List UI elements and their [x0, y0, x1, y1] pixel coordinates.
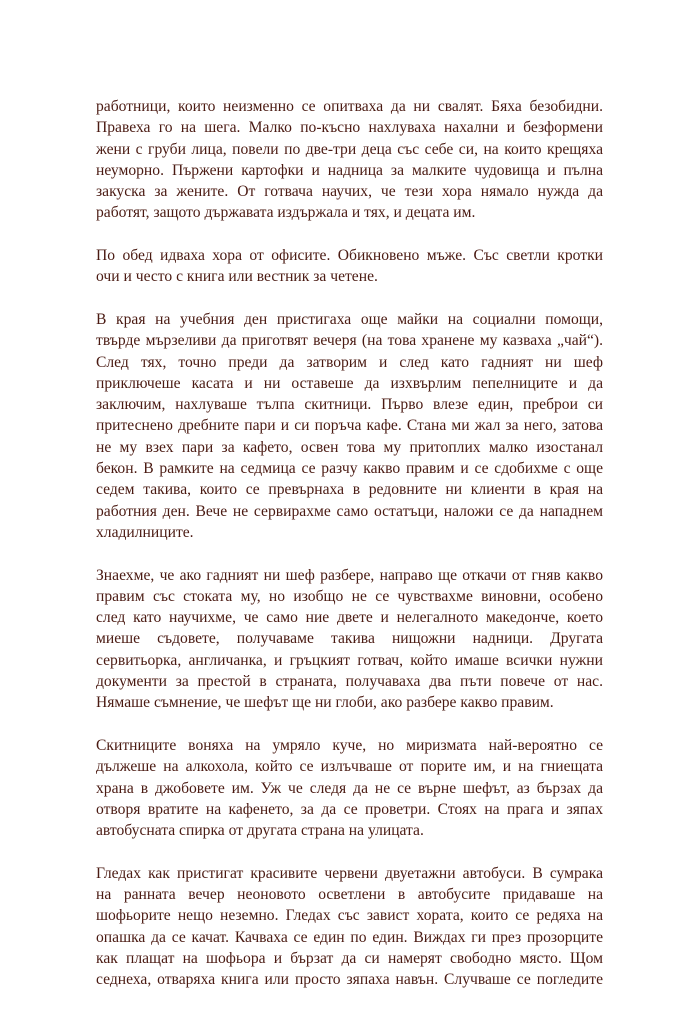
text-line: След тях, точно преди да затворим и след като гадният ни шеф	[96, 353, 603, 371]
text-line: правим със стоката му, но изобщо не се чувствахме виновни, особено	[96, 587, 603, 605]
text-line: храна в джобовете им. Уж че следя да не се върне шефът, аз бързах да	[96, 779, 603, 797]
text-line: опашка да се качат. Качваха се един по един. Виждах ги през прозорците	[96, 928, 603, 946]
text-line: неуморно. Пържени картофки и надница за малките чудовища и пълна	[96, 161, 603, 179]
text-line: твърде мързеливи да приготвят вечеря (на това хранене му казваха „чай“).	[96, 332, 603, 350]
text-line: Знаехме, че ако гадният ни шеф разбере, направо ще откачи от гняв какво	[96, 566, 603, 584]
text-line: работния ден. Вече не сервирахме само остатъци, наложи се да нападнем	[96, 502, 603, 520]
text-line: шофьорите нещо неземно. Гледах със завист хората, които се редяха на	[96, 907, 603, 925]
paragraph	[96, 245, 603, 288]
text-line: очи и често с книга или вестник за четене.	[96, 268, 378, 286]
text-line: миеше съдовете, получаваме такива нищожни надници. Другата	[96, 630, 603, 648]
text-line: жени с груби лица, повели по две-три деца със себе си, на които крещяха	[96, 140, 603, 158]
text-column	[96, 96, 603, 1012]
paragraph	[96, 735, 603, 841]
text-line: не му взех пари за кафето, освен това му притоплих малко изостанал	[96, 438, 603, 456]
text-line: автобусната спирка от другата страна на улицата.	[96, 822, 424, 840]
paragraph	[96, 96, 603, 224]
text-line: Нямаше съмнение, че шефът ще ни глоби, ако разбере какво правим.	[96, 694, 554, 712]
text-line: заключим, нахлуваше тълпа скитници. Първо влезе един, преброи си	[96, 396, 603, 414]
text-line: хладилниците.	[96, 523, 194, 541]
text-line: на ранната вечер неоновото осветлени в автобусите придаваше на	[96, 885, 603, 903]
text-line: работят, защото държавата издържала и тях, и децата им.	[96, 204, 476, 222]
text-line: бекон. В рамките на седмица се разчу какво правим и се сдобихме с още	[96, 460, 603, 478]
text-line: как плащат на шофьора и бързат да си намерят свободно място. Щом	[96, 949, 603, 967]
text-line: седнеха, отваряха книга или просто зяпаха навън. Случваше се погледите	[96, 971, 603, 989]
text-line: По обед идваха хора от офисите. Обикновено мъже. Със светли кротки	[96, 247, 603, 265]
text-line: работници, които неизменно се опитваха да ни свалят. Бяха безобидни.	[96, 98, 603, 115]
text-line: след като научихме, че само ние двете и нелегалното македонче, което	[96, 609, 603, 627]
text-line: приключеше касата и ни оставеше да изхвърлим пепелниците и да	[96, 374, 603, 392]
text-line: Гледах как пристигат красивите червени двуетажни автобуси. В сумрака	[96, 864, 603, 882]
text-line: дължеше на алкохола, който се излъчваше от порите им, и на гниещата	[96, 758, 603, 776]
text-line: притеснено дребните пари и си поръча кафе. Стана ми жал за него, затова	[96, 417, 603, 435]
paragraph	[96, 863, 603, 991]
text-line: отворя вратите на кафенето, за да се проветри. Стоях на прага и зяпах	[96, 800, 603, 818]
text-line: В края на учебния ден пристигаха още майки на социални помощи,	[96, 310, 603, 328]
text-line: Правеха го на шега. Малко по-късно нахлуваха нахални и безформени	[96, 119, 603, 137]
text-line: закуска за жените. От готвача научих, че тези хора нямало нужда да	[96, 183, 603, 201]
paragraph	[96, 309, 603, 543]
text-line: Скитниците воняха на умряло куче, но миризмата най-вероятно се	[96, 736, 603, 754]
text-line: сервитьорка, англичанка, и гръцкият готвач, който имаше всички нужни	[96, 651, 603, 669]
text-line: седем такива, които се превърнаха в редовните ни клиенти в края на	[96, 481, 603, 499]
text-line: документи за престой в страната, получаваха два пъти повече от нас.	[96, 673, 603, 691]
paragraph	[96, 565, 603, 714]
